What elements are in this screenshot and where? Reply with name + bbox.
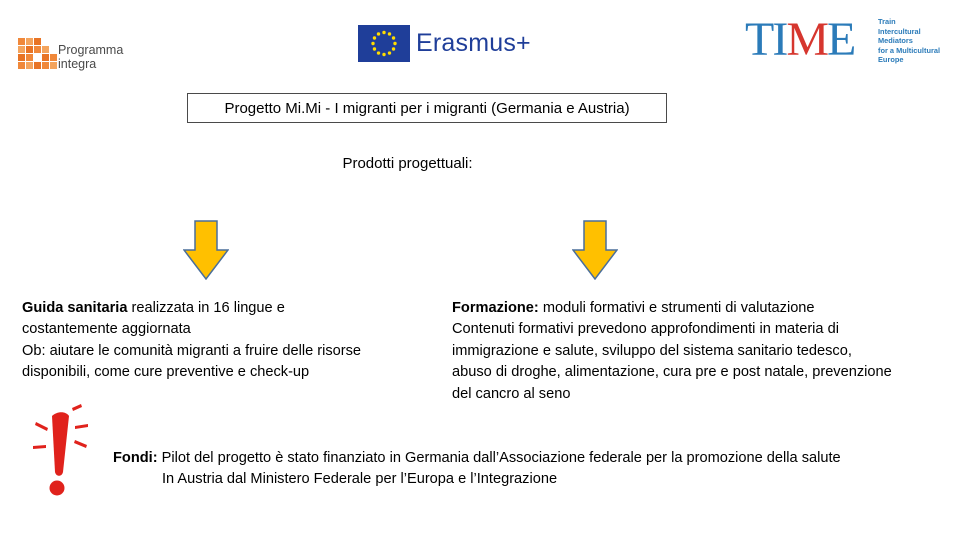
time-tagline-line: Mediators [878,36,913,46]
training-heading: Formazione: [452,300,539,316]
funding-line2: In Austria dal Ministero Federale per l’Europa e l’Integrazione [162,471,558,488]
programma-integra-logo [18,36,138,76]
down-arrow-icon [572,220,618,280]
time-wordmark: TIME [745,13,855,66]
programma-integra-line1: Programma [58,43,124,57]
project-title-box [187,93,667,123]
products-subtitle: Prodotti progettuali: [342,155,473,172]
health-guide-line1: realizzata in 16 lingue e [127,300,285,316]
training-line4: abuso di droghe, alimentazione, cura pre e post natale, prevenzione [452,364,892,381]
time-tagline-line: Intercultural [878,26,921,36]
time-tagline [878,17,940,65]
funding-label: Fondi: [113,450,158,466]
training-line1: moduli formativi e strumenti di valutazione [538,300,815,316]
time-logo [745,14,945,68]
training-line3: immigrazione e salute, sviluppo del sistema sanitario tedesco, [452,342,852,359]
exclamation-icon [32,402,112,510]
training-line5: del cancro al seno [452,385,571,402]
health-guide-line2: costantemente aggiornata [22,321,191,338]
erasmus-logo [358,25,538,65]
time-tagline-line: Europe [878,55,904,65]
project-title: Progetto Mi.Mi - I migranti per i migranti (Germania e Austria) [224,99,630,117]
eu-flag-icon [358,25,410,62]
programma-integra-line2: integra [58,57,97,71]
health-guide-line3: Ob: aiutare le comunità migranti a fruire delle risorse [22,342,362,359]
erasmus-wordmark: Erasmus+ [416,29,531,57]
funding-line1: Pilot del progetto è stato finanziato in Germania dall’Associazione federale per la promozione della salute [157,450,841,466]
time-tagline-line: for a Multicultural [878,45,941,55]
funding-section [113,448,953,491]
down-arrow-icon [183,220,229,280]
training-column [452,298,952,405]
health-guide-heading: Guida sanitaria [22,300,128,316]
time-tagline-line: Train [878,17,896,26]
training-line2: Contenuti formativi prevedono approfondimenti in materia di [452,321,839,338]
health-guide-column [22,298,437,384]
programma-integra-squares-icon [18,36,56,72]
health-guide-line4: disponibili, come cure preventive e check-up [22,364,310,381]
